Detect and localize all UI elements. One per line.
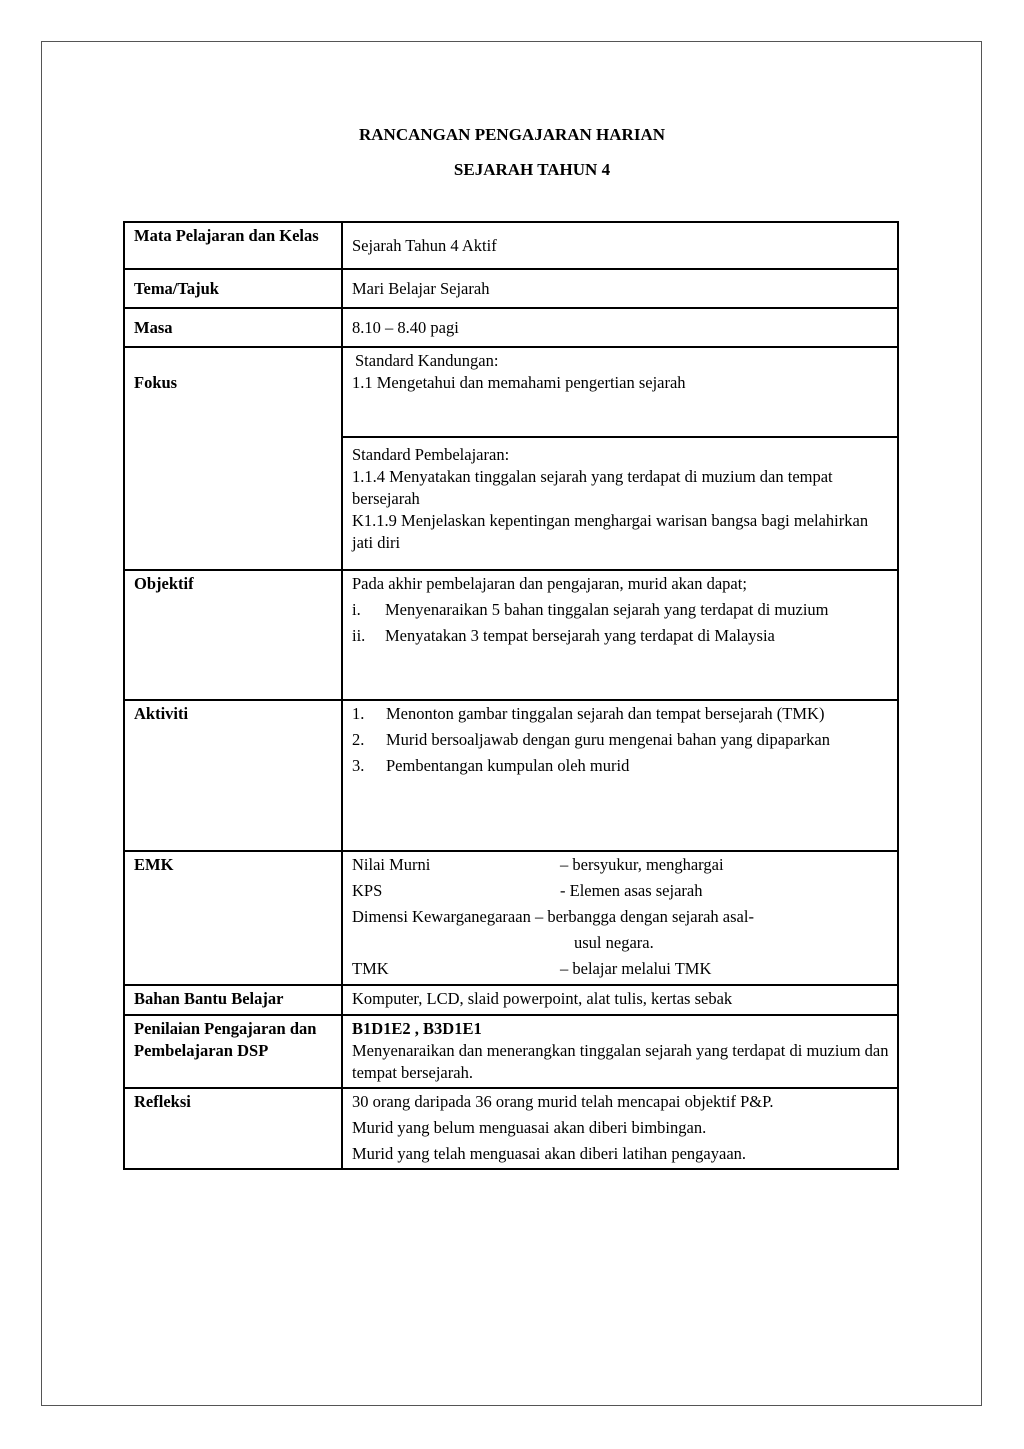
item-text: Pembentangan kumpulan oleh murid [386, 756, 630, 775]
row-value: Mari Belajar Sejarah [342, 269, 898, 308]
standard-kandungan-heading: Standard Kandungan: [355, 351, 499, 370]
row-label: Bahan Bantu Belajar [124, 985, 342, 1015]
emk-key [352, 932, 574, 954]
list-item [352, 729, 889, 751]
item-text: Menonton gambar tinggalan sejarah dan tempat bersejarah (TMK) [386, 704, 825, 723]
row-label: EMK [124, 851, 342, 985]
document-subtitle: SEJARAH TAHUN 4 [453, 160, 611, 179]
row-label: Aktiviti [124, 700, 342, 851]
list-item [352, 703, 889, 725]
emk-item [352, 906, 889, 928]
standard-pembelajaran-heading: Standard Pembelajaran: [352, 445, 510, 464]
table-row [124, 1015, 898, 1088]
row-label: Refleksi [124, 1088, 342, 1169]
table-row [124, 269, 898, 308]
lesson-plan-table [123, 221, 899, 1170]
standard-pembelajaran-item: 1.1.4 Menyatakan tinggalan sejarah yang terdapat di muzium dan tempat bersejarah [352, 467, 833, 508]
table-row [124, 222, 898, 269]
item-text: Menyatakan 3 tempat bersejarah yang terdapat di Malaysia [385, 626, 775, 645]
row-value [342, 851, 898, 985]
row-value [342, 700, 898, 851]
emk-value: - Elemen asas sejarah [560, 881, 703, 900]
table-row [124, 851, 898, 985]
row-label: Tema/Tajuk [124, 269, 342, 308]
emk-item [352, 880, 889, 902]
emk-value: usul negara. [574, 933, 654, 952]
item-number: 2. [352, 730, 365, 749]
emk-value: – belajar melalui TMK [560, 959, 712, 978]
standard-pembelajaran-item: K1.1.9 Menjelaskan kepentingan menghargai warisan bangsa bagi melahirkan jati diri [352, 511, 869, 552]
emk-item [352, 958, 889, 980]
list-item [352, 625, 889, 647]
row-value: Sejarah Tahun 4 Aktif [342, 222, 898, 269]
row-value [342, 437, 898, 570]
table-row [124, 985, 898, 1015]
item-text: Menyenaraikan 5 bahan tinggalan sejarah yang terdapat di muzium [385, 600, 829, 619]
table-row [124, 308, 898, 347]
row-label: Objektif [124, 570, 342, 700]
row-value: 8.10 – 8.40 pagi [342, 308, 898, 347]
penilaian-text: Menyenaraikan dan menerangkan tinggalan sejarah yang terdapat di muzium dan tempat bersejarah. [352, 1041, 889, 1082]
row-value [342, 347, 898, 437]
standard-kandungan-item: 1.1 Mengetahui dan memahami pengertian sejarah [352, 373, 686, 392]
table-row [124, 1088, 898, 1169]
emk-item [352, 932, 889, 954]
item-number: 3. [352, 756, 365, 775]
row-label: Mata Pelajaran dan Kelas [124, 222, 342, 269]
refleksi-line: Murid yang belum menguasai akan diberi bimbingan. [352, 1118, 707, 1137]
row-value: Komputer, LCD, slaid powerpoint, alat tulis, kertas sebak [342, 985, 898, 1015]
item-number: ii. [352, 626, 366, 645]
table-row [124, 700, 898, 851]
fokus-label: Fokus [134, 373, 178, 392]
row-label: Penilaian Pengajaran dan Pembelajaran DSP [124, 1015, 342, 1088]
row-value [342, 1088, 898, 1169]
refleksi-line: Murid yang telah menguasai akan diberi latihan pengayaan. [352, 1144, 747, 1163]
table-row [124, 570, 898, 700]
item-number: i. [352, 600, 361, 619]
emk-value: – bersyukur, menghargai [560, 855, 724, 874]
row-value [342, 570, 898, 700]
item-text: Murid bersoaljawab dengan guru mengenai bahan yang dipaparkan [386, 730, 830, 749]
emk-key: Dimensi Kewarganegaraan [352, 907, 531, 926]
refleksi-line: 30 orang daripada 36 orang murid telah mencapai objektif P&P. [352, 1092, 774, 1111]
emk-key: Nilai Murni [352, 855, 431, 874]
row-label: Masa [124, 308, 342, 347]
objektif-intro: Pada akhir pembelajaran dan pengajaran, murid akan dapat; [352, 574, 747, 593]
list-item [352, 599, 889, 621]
item-number: 1. [352, 704, 365, 723]
table-row [124, 347, 898, 437]
list-item [352, 755, 889, 777]
document-title: RANCANGAN PENGAJARAN HARIAN [359, 125, 665, 144]
row-label [124, 347, 342, 570]
emk-item [352, 854, 889, 876]
emk-key: KPS [352, 881, 383, 900]
penilaian-code: B1D1E2 , B3D1E1 [352, 1019, 482, 1038]
row-value [342, 1015, 898, 1088]
emk-key: TMK [352, 959, 389, 978]
emk-value: – berbangga dengan sejarah asal- [534, 907, 754, 926]
